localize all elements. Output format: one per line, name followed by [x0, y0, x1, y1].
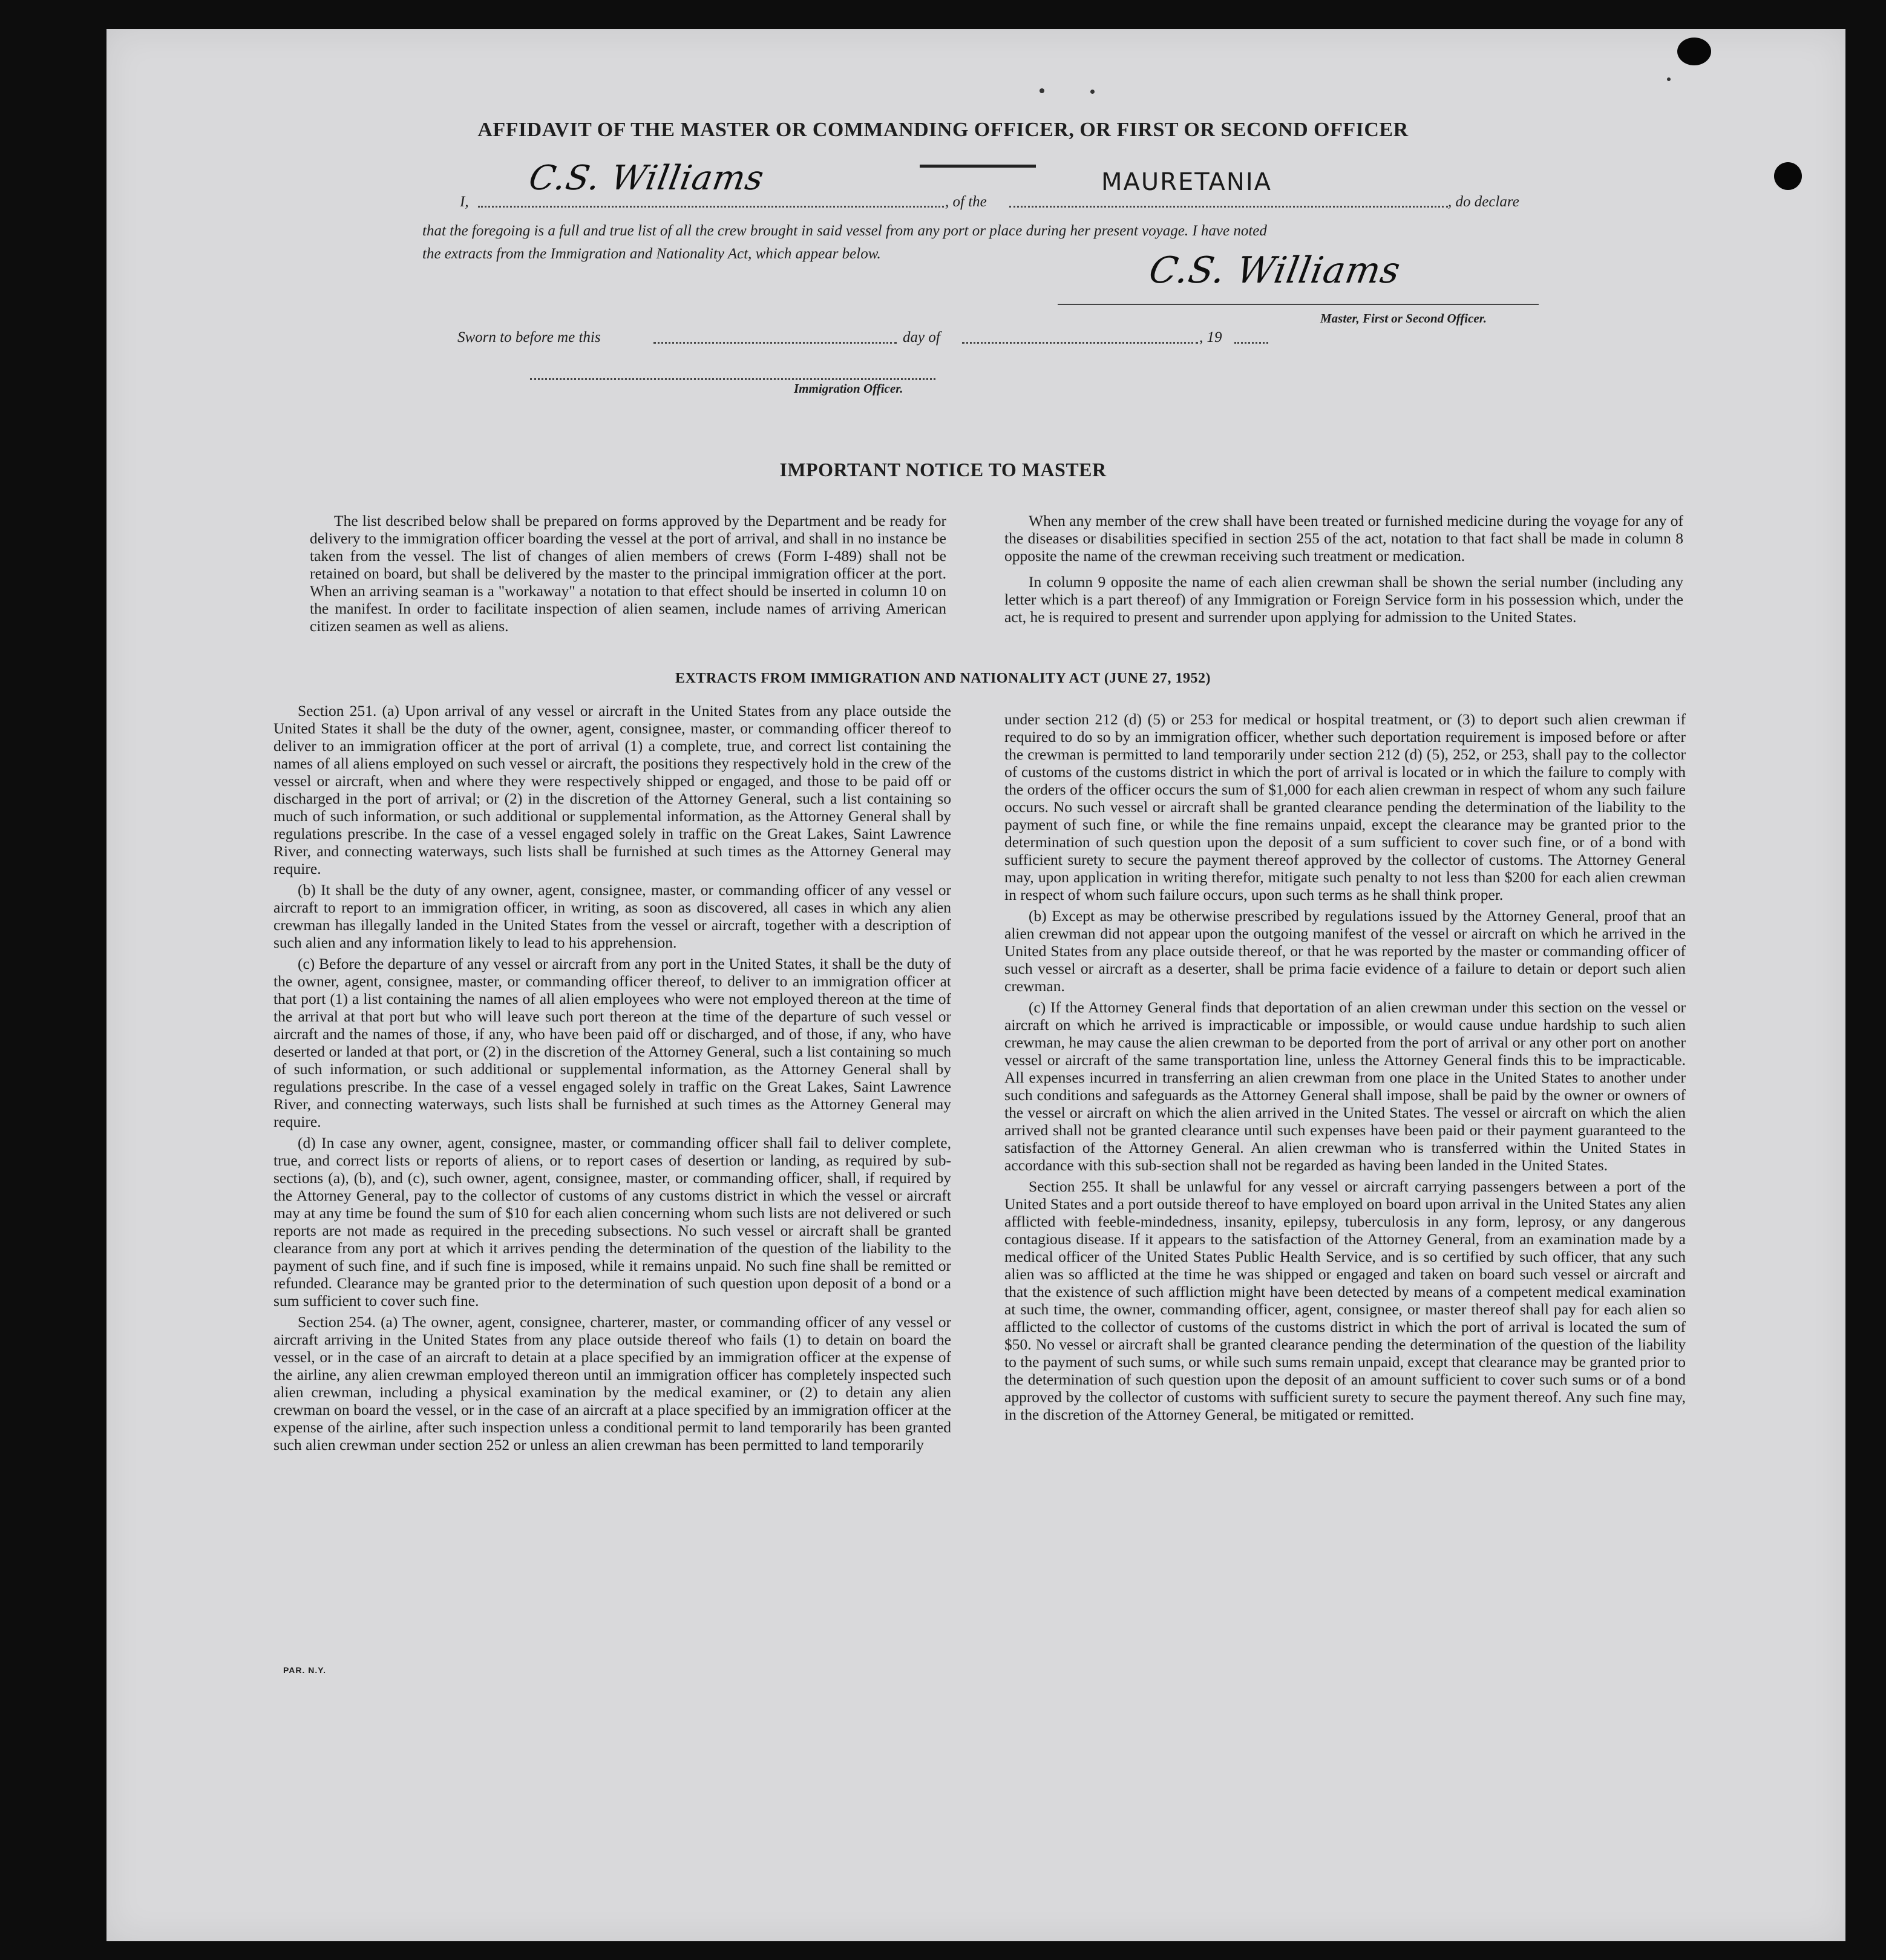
sworn-month-line — [962, 330, 1198, 344]
signature-caption: Master, First or Second Officer. — [1320, 311, 1487, 326]
signature-line — [1058, 303, 1539, 305]
section-251-b: (b) It shall be the duty of any owner, agent, consignee, master, or commanding officer of any vessel or aircraft to report to an immigration officer, in writing, as soon as discovered, all cases in which any alien crewman has illegally landed in the United States from the vessel or aircraft, together with a description of such alien and any information likely to lead to his apprehension. — [273, 881, 951, 951]
notice-right-paragraph-2: In column 9 opposite the name of each alien crewman shall be shown the serial number (including any letter which is a part thereof) of any Immigration or Foreign Service form in his possession which, under the act, he is required to present and surrender upon applying for admission to the United States. — [1004, 573, 1683, 626]
vessel-name: MAURETANIA — [1101, 168, 1272, 196]
notice-left-column — [310, 512, 946, 638]
do-declare-label: , do declare — [1448, 194, 1519, 210]
extracts-right-column — [1004, 710, 1686, 1427]
affiant-i-label: I, — [460, 194, 469, 210]
immigration-officer-line — [530, 366, 935, 380]
speck — [1667, 77, 1671, 81]
section-254-b: (b) Except as may be otherwise prescribed by regulations issued by the Attorney General, proof that an alien crewman did not appear upon the outgoing manifest of the vessel or aircraft on which he arrived in the United States from any place outside thereof, or that he was reported by the master or commanding officer of such vessel or aircraft as a deserter, shall be prima facie evidence of a failure to detain or deport such alien crewman. — [1004, 907, 1686, 995]
immigration-officer-caption: Immigration Officer. — [794, 381, 903, 396]
day-of-label: day of — [903, 329, 940, 346]
affiant-name-signature: C.S. Williams — [526, 159, 767, 198]
notice-right-column — [1004, 512, 1683, 629]
section-255: Section 255. It shall be unlawful for any vessel or aircraft carrying passengers between a port of the United States and a port outside thereof to have employed on board upon arrival in the United States any alien afflicted with feeble-mindedness, insanity, epilepsy, tuberculosis in any form, leprosy, or any dangerous contagious disease. If it appears to the satisfaction of the Attorney General, from an examination made by a medical officer of the United States Public Health Service, and is so certified by such officer, that any such alien was so afflicted at the time he was shipped or engaged and taken on board such vessel or aircraft and that the existence of such affliction might have been detected by means of a competent medical examination at such time, the owner, commanding officer, agent, consignee, or master thereof shall pay for each alien so afflicted to the collector of customs of the customs district in which the port of arrival is located the sum of $50. No vessel or aircraft shall be granted clearance pending the determination of the question of the liability to the payment of such sums, or while such sums remain unpaid, except that clearance may be granted prior to the determination of such question upon the deposit of an amount sufficient to cover such sums or of a bond approved by the collector of customs with sufficient surety to secure the payment thereof. Any such fine may, in the discretion of the Attorney General, be mitigated or remitted. — [1004, 1178, 1686, 1423]
printer-mark: PAR. N.Y. — [283, 1665, 326, 1675]
of-the-label: , of the — [945, 194, 987, 210]
affidavit-title: AFFIDAVIT OF THE MASTER OR COMMANDING OFFICER, OR FIRST OR SECOND OFFICER — [477, 119, 1409, 141]
title-rule — [920, 165, 1036, 168]
declaration-line-2: the extracts from the Immigration and Nationality Act, which appear below. — [422, 246, 881, 262]
speck — [1090, 90, 1095, 94]
punch-hole — [1677, 38, 1711, 65]
notice-left-paragraph: The list described below shall be prepared on forms approved by the Department and be ready for delivery to the immigration officer boarding the vessel at the port of arrival, and shall in no instance be taken from the vessel. The list of changes of alien members of crews (Form I-489) shall not be retained on board, but shall be delivered by the master to the principal immigration officer at the port. When an arriving seaman is a "workaway" a notation to that effect should be inserted in column 10 on the manifest. In order to facilitate inspection of alien seamen, include names of arriving American citizen seamen as well as aliens. — [310, 512, 946, 635]
punch-hole — [1774, 162, 1802, 190]
speck — [1040, 88, 1044, 93]
extracts-title: EXTRACTS FROM IMMIGRATION AND NATIONALITY ACT (JUNE 27, 1952) — [675, 670, 1211, 686]
section-254-c: (c) If the Attorney General finds that deportation of an alien crewman under this section on the vessel or aircraft on which he arrived is impracticable or impossible, or would cause undue hardship to such alien crewman, he may cause the alien crewman to be deported from the port of arrival or any other port on another vessel or aircraft of the same transportation line, unless the Attorney General finds this to be impracticable. All expenses incurred in transferring an alien crewman from one place in the United States to another under such conditions and safeguards as the Attorney General shall impose, shall be paid by the owner or owners of the vessel or aircraft on which the alien arrived in the United States. The vessel or aircraft on which the alien arrived shall not be granted clearance until such expenses have been paid or their payment guaranteed to the satisfaction of the Attorney General. An alien crewman who is transferred within the United States in accordance with this sub-section shall not be regarded as having been landed in the United States. — [1004, 998, 1686, 1174]
year-line — [1234, 330, 1268, 344]
master-signature: C.S. Williams — [1145, 249, 1404, 292]
sworn-label: Sworn to before me this — [457, 329, 601, 346]
notice-title: IMPORTANT NOTICE TO MASTER — [779, 459, 1107, 480]
section-254-a: Section 254. (a) The owner, agent, consignee, charterer, master, or commanding officer of any vessel or aircraft arriving in the United States from any place outside thereof who fails (1) to detain on board the vessel, or in the case of an aircraft to detain at a place specified by an immigration officer at the expense of the airline, any alien crewman employed thereon until an immigration officer has completely inspected such alien crewman, including a physical examination by the medical examiner, or (2) to detain any alien crewman on board the vessel, or in the case of an aircraft at a place specified by an immigration officer at the expense of the airline, after such inspection unless a conditional permit to land temporarily has been granted such alien crewman under section 252 or unless an alien crewman has been permitted to land temporarily — [273, 1313, 951, 1454]
section-251-a: Section 251. (a) Upon arrival of any vessel or aircraft in the United States from any place outside the United States it shall be the duty of the owner, agent, consignee, master, or commanding officer thereof to deliver to an immigration officer at the port of arrival (1) a complete, true, and correct list containing the names of all aliens employed on such vessel or aircraft, the positions they respectively hold in the crew of the vessel or aircraft, when and where they were respectively shipped or engaged, and those to be paid off or discharged in the port of arrival; or (2) in the discretion of the Attorney General, such a list containing so much of such information, or such additional or supplemental information, as the Attorney General shall by regulations prescribe. In the case of a vessel engaged solely in traffic on the Great Lakes, Saint Lawrence River, and connecting waterways, such lists shall be furnished at such times as the Attorney General may require. — [273, 702, 951, 877]
section-251-c: (c) Before the departure of any vessel or aircraft from any port in the United States, it shall be the duty of the owner, agent, consignee, master, or commanding officer thereof, to deliver to an immigration officer at that port (1) a list containing the names of all alien employees who were not employed thereon at the time of the arrival at that port but who will leave such port thereon at the time of the departure of such vessel or aircraft and the names of those, if any, who have been paid off or discharged, and of those, if any, who have deserted or landed at that port, or (2) in the discretion of the Attorney General, such a list containing so much of such information, or such additional or supplemental information, as the Attorney General shall by regulations prescribe. In the case of a vessel engaged solely in traffic on the Great Lakes, Saint Lawrence River, and connecting waterways, such lists shall be furnished at such times as the Attorney General may require. — [273, 955, 951, 1130]
declaration-line-1: that the foregoing is a full and true list of all the crew brought in said vessel from any port or place during her present voyage. I have noted — [422, 223, 1267, 239]
section-254-a-continued: under section 212 (d) (5) or 253 for medical or hospital treatment, or (3) to deport such alien crewman if required to do so by an immigration officer, whether such deportation requirement is imposed before or after the crewman is permitted to land temporarily under section 212 (d) (5), 252, or 253, shall pay to the collector of customs of the customs district in which the port of arrival is located or in which the failure to comply with the orders of the officer occurs the sum of $1,000 for each alien crewman in respect of whom any such failure occurs. No such vessel or aircraft shall be granted clearance pending the determination of the liability to the payment of such fine, or while the fine remains unpaid, except the clearance may be granted prior to the determination of such question upon the deposit of a sum sufficient to cover such fine, or of a bond with sufficient surety to secure the payment thereof approved by the collector of customs. The Attorney General may, upon application in writing therefor, mitigate such penalty to not less than $200 for each alien crewman in respect of whom such failure occurs, upon such terms as he shall think proper. — [1004, 710, 1686, 903]
sworn-day-line — [653, 330, 897, 344]
section-251-d: (d) In case any owner, agent, consignee, master, or commanding officer shall fail to deliver complete, true, and correct lists or reports of aliens, or to report cases of desertion or landing, as required by sub-sections (a), (b), and (c), such owner, agent, consignee, master, or commanding officer, shall, if required by the Attorney General, pay to the collector of customs of any customs district in which the vessel or aircraft may at any time be found the sum of $10 for each alien concerning whom such lists are not delivered or such reports are not made as required in the preceding subsections. No such vessel or aircraft shall be granted clearance from any port at which it arrives pending the determination of the question of the liability to the payment of such fine, and if such fine is imposed, while it remains unpaid. No such fine shall be remitted or refunded. Clearance may be granted prior to the determination of such question upon deposit of a bond or a sum sufficient to cover such fine. — [273, 1134, 951, 1309]
year-label: , 19 — [1199, 329, 1222, 346]
extracts-left-column — [273, 702, 951, 1457]
notice-right-paragraph-1: When any member of the crew shall have been treated or furnished medicine during the voyage for any of the diseases or disabilities specified in section 255 of the act, notation to that fact shall be made in column 8 opposite the name of the crewman receiving such treatment or medication. — [1004, 512, 1683, 565]
